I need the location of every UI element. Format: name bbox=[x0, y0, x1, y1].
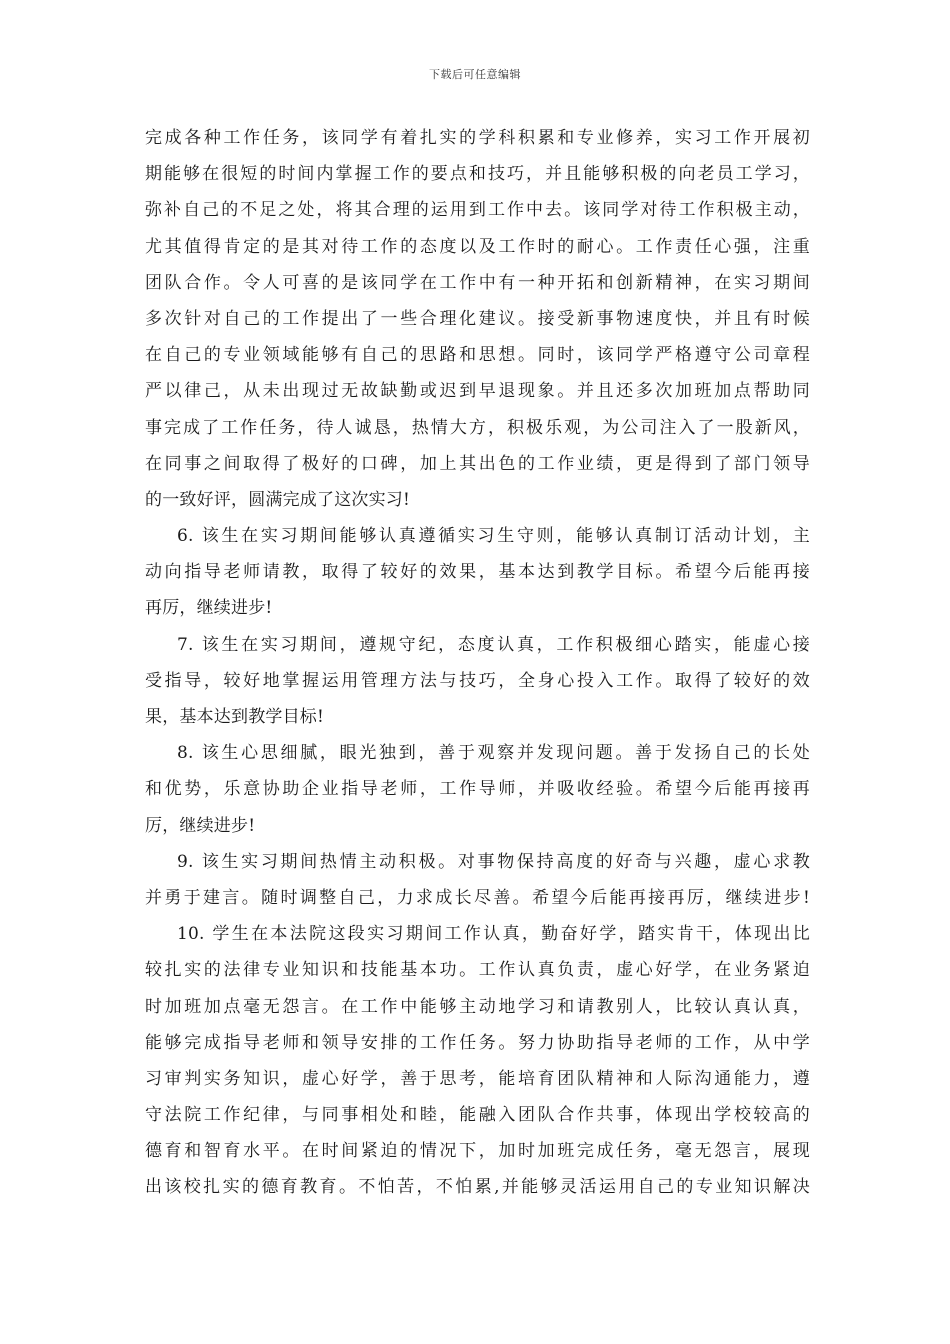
text-line: 厉，继续进步! bbox=[145, 815, 256, 836]
text-line: 在自己的专业领域能够有自己的思路和思想。同时，该同学严格遵守公司章程 bbox=[145, 345, 810, 366]
text-line: 完成各种工作任务，该同学有着扎实的学科积累和专业修养，实习工作开展初 bbox=[145, 128, 810, 148]
text-line: 在同事之间取得了极好的口碑，加上其出色的工作业绩，更是得到了部门领导 bbox=[145, 453, 810, 474]
text-line: 事完成了工作任务，待人诚恳，热情大方，积极乐观，为公司注入了一股新风， bbox=[145, 417, 810, 438]
text-line: 和优势，乐意协助企业指导老师，工作导师，并吸收经验。希望今后能再接再 bbox=[145, 779, 810, 800]
text-line: 严以律己，从未出现过无故缺勤或迟到早退现象。并且还多次加班加点帮助同 bbox=[145, 381, 810, 402]
text-line: 较扎实的法律专业知识和技能基本功。工作认真负责，虚心好学，在业务紧迫 bbox=[145, 960, 810, 981]
text-line: 多次针对自己的工作提出了一些合理化建议。接受新事物速度快，并且有时候 bbox=[145, 308, 810, 329]
text-line: 德育和智育水平。在时间紧迫的情况下，加时加班完成任务，毫无怨言，展现 bbox=[145, 1141, 810, 1162]
text-line: 尤其值得肯定的是其对待工作的态度以及工作时的耐心。工作责任心强，注重 bbox=[145, 236, 810, 257]
text-line: 6. 该生在实习期间能够认真遵循实习生守则，能够认真制订活动计划，主 bbox=[177, 526, 810, 547]
text-line: 10. 学生在本法院这段实习期间工作认真，勤奋好学，踏实肯干，体现出比 bbox=[177, 924, 810, 945]
text-line: 弥补自己的不足之处，将其合理的运用到工作中去。该同学对待工作积极主动， bbox=[145, 200, 810, 221]
text-line: 并勇于建言。随时调整自己，力求成长尽善。希望今后能再接再厉，继续进步! bbox=[145, 887, 810, 908]
document-body bbox=[145, 120, 810, 1206]
text-line: 的一致好评，圆满完成了这次实习! bbox=[145, 489, 411, 510]
text-line: 受指导，较好地掌握运用管理方法与技巧，全身心投入工作。取得了较好的效 bbox=[145, 670, 810, 691]
text-line: 果，基本达到教学目标! bbox=[145, 707, 325, 727]
text-line: 出该校扎实的德育教育。不怕苦，不怕累,并能够灵活运用自己的专业知识解决 bbox=[145, 1177, 810, 1198]
text-line: 习审判实务知识，虚心好学，善于思考，能培育团队精神和人际沟通能力，遵 bbox=[145, 1068, 810, 1089]
text-line: 守法院工作纪律，与同事相处和睦，能融入团队合作共事，体现出学校较高的 bbox=[145, 1105, 810, 1126]
text-line: 7. 该生在实习期间，遵规守纪，态度认真，工作积极细心踏实，能虚心接 bbox=[177, 634, 810, 655]
text-line: 动向指导老师请教，取得了较好的效果，基本达到教学目标。希望今后能再接 bbox=[145, 562, 810, 583]
text-line: 能够完成指导老师和领导安排的工作任务。努力协助指导老师的工作，从中学 bbox=[145, 1032, 810, 1053]
text-line: 8. 该生心思细腻，眼光独到，善于观察并发现问题。善于发扬自己的长处 bbox=[177, 743, 810, 764]
page-header: 下载后可任意编辑 bbox=[429, 68, 521, 81]
text-line: 团队合作。令人可喜的是该同学在工作中有一种开拓和创新精神，在实习期间 bbox=[145, 272, 810, 293]
text-line: 再厉，继续进步! bbox=[145, 598, 273, 619]
text-line: 期能够在很短的时间内掌握工作的要点和技巧，并且能够积极的向老员工学习， bbox=[145, 164, 810, 185]
text-line: 9. 该生实习期间热情主动积极。对事物保持高度的好奇与兴趣，虚心求教 bbox=[177, 851, 810, 872]
text-line: 时加班加点毫无怨言。在工作中能够主动地学习和请教别人，比较认真认真， bbox=[145, 996, 810, 1017]
